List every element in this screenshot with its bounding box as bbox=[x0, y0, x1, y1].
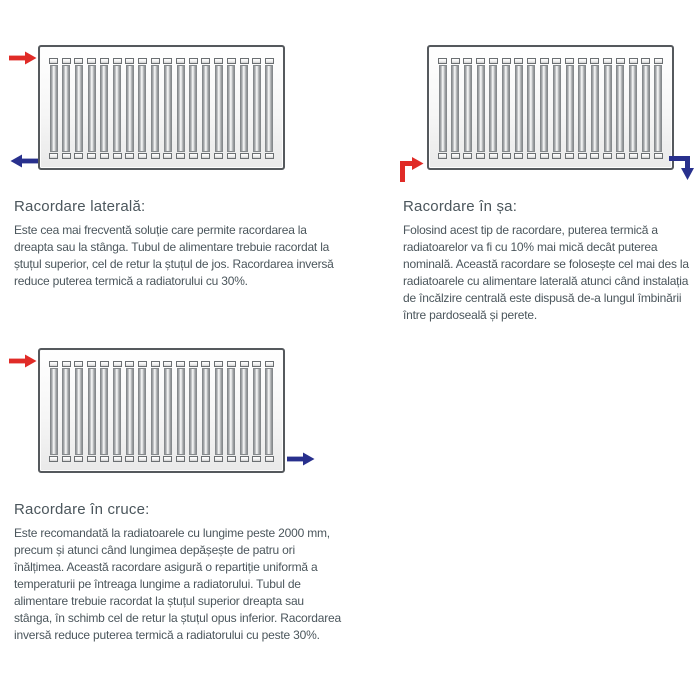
radiator-fin bbox=[87, 361, 96, 462]
radiator-fin bbox=[451, 58, 460, 159]
radiator-fin bbox=[476, 58, 485, 159]
radiator-fin bbox=[578, 58, 587, 159]
radiator-fin bbox=[552, 58, 561, 159]
radiator-fin bbox=[189, 361, 198, 462]
radiator-panel bbox=[38, 45, 285, 170]
radiator-fin bbox=[489, 58, 498, 159]
radiator-fin bbox=[151, 58, 160, 159]
radiator-fin bbox=[603, 58, 612, 159]
radiator-fin bbox=[113, 58, 122, 159]
radiator-fin bbox=[189, 58, 198, 159]
radiator-fin bbox=[176, 58, 185, 159]
radiator-fin bbox=[227, 361, 236, 462]
radiator-fin bbox=[49, 58, 58, 159]
radiator-fin bbox=[176, 361, 185, 462]
radiator-fins bbox=[49, 58, 274, 159]
supply-arrow-elbow-up-right-icon bbox=[399, 151, 425, 183]
radiator-fin bbox=[87, 58, 96, 159]
radiator-fins bbox=[438, 58, 663, 159]
radiator-fin bbox=[100, 58, 109, 159]
radiator-fin bbox=[240, 58, 249, 159]
supply-arrow-right-icon bbox=[9, 354, 37, 368]
radiator-fin bbox=[590, 58, 599, 159]
section-body: Este cea mai frecventă soluție care permite racordarea la dreapta sau la stânga. Tubul de alimentare trebuie racordat la ștuțul superior, cel de retur la ștuțul de jos. Racordarea inversă reduce puterea termică a radiatorului cu 30%. bbox=[14, 223, 334, 288]
section-body: Este recomandată la radiatoarele cu lungime peste 2000 mm, precum și atunci când lungimea depășește de patru ori înălțimea. Această racordare asigură o repartiție uniformă a temperaturii pe întreaga lungime a radiatorului. Tubul de alimentare trebuie racordat la ștuțul superior dreapta sau stânga, în schimb cel de retur la ștuțul opus inferior. Racordarea inversă reduce puterea termică a radiatorului cu peste 30%. bbox=[14, 526, 341, 642]
radiator-fin bbox=[125, 58, 134, 159]
radiator-fin bbox=[265, 361, 274, 462]
radiator-fin bbox=[62, 58, 71, 159]
return-arrow-right-icon bbox=[287, 452, 315, 466]
return-arrow-elbow-right-down-icon bbox=[669, 153, 697, 183]
radiator-fin bbox=[514, 58, 523, 159]
radiator-fin bbox=[125, 361, 134, 462]
radiator-fin bbox=[214, 58, 223, 159]
radiator-fin bbox=[138, 361, 147, 462]
radiator-fin bbox=[100, 361, 109, 462]
radiator-fin bbox=[540, 58, 549, 159]
supply-arrow-right-icon bbox=[9, 51, 37, 65]
radiator-fin bbox=[49, 361, 58, 462]
radiator-fin bbox=[565, 58, 574, 159]
radiator-fin bbox=[527, 58, 536, 159]
radiator-fin bbox=[113, 361, 122, 462]
section-title: Racordare în cruce: bbox=[14, 501, 150, 518]
radiator-fin bbox=[265, 58, 274, 159]
radiator-fin bbox=[252, 58, 261, 159]
return-arrow-left-icon bbox=[10, 154, 38, 168]
radiator-fin bbox=[629, 58, 638, 159]
radiator-fin bbox=[201, 361, 210, 462]
radiator-fin bbox=[163, 58, 172, 159]
radiator-fin bbox=[62, 361, 71, 462]
radiator-fin bbox=[641, 58, 650, 159]
radiator-fin bbox=[252, 361, 261, 462]
section-title: Racordare laterală: bbox=[14, 198, 146, 215]
radiator-fin bbox=[654, 58, 663, 159]
radiator-fin bbox=[74, 361, 83, 462]
radiator-fins bbox=[49, 361, 274, 462]
radiator-fin bbox=[616, 58, 625, 159]
radiator-fin bbox=[502, 58, 511, 159]
radiator-fin bbox=[438, 58, 447, 159]
section-body: Folosind acest tip de racordare, puterea termică a radiatoarelor va fi cu 10% mai mică decât puterea nominală. Această racordare se folosește cel mai des la radiatoarele cu alimentare laterală atunci când instalația de încălzire centrală este dispusă de-a lungul îmbinării între pardoseală și perete. bbox=[403, 223, 689, 322]
radiator-fin bbox=[240, 361, 249, 462]
radiator-panel bbox=[427, 45, 674, 170]
radiator-fin bbox=[163, 361, 172, 462]
radiator-fin bbox=[214, 361, 223, 462]
radiator-fin bbox=[151, 361, 160, 462]
radiator-fin bbox=[138, 58, 147, 159]
radiator-fin bbox=[201, 58, 210, 159]
radiator-panel bbox=[38, 348, 285, 473]
section-title: Racordare în șa: bbox=[403, 198, 518, 215]
radiator-fin bbox=[74, 58, 83, 159]
radiator-fin bbox=[227, 58, 236, 159]
radiator-fin bbox=[463, 58, 472, 159]
